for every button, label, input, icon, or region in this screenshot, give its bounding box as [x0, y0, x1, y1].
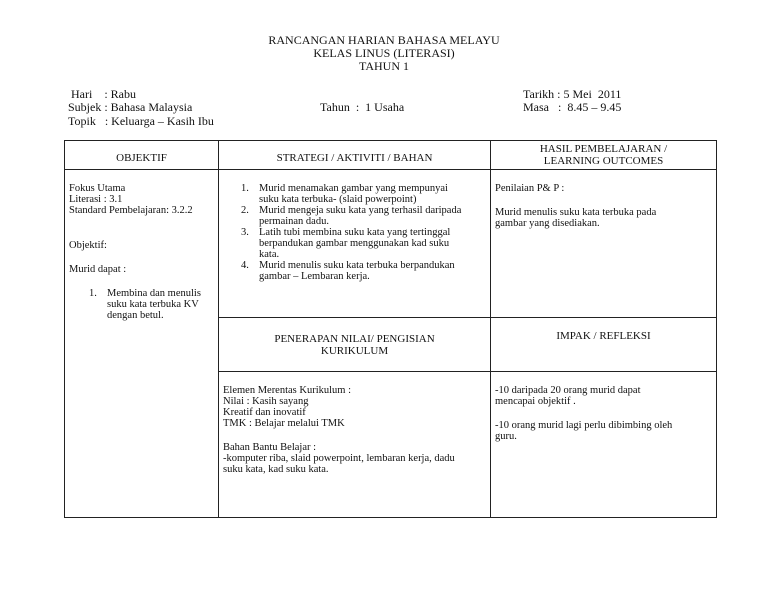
penerapan-cell: [223, 385, 485, 475]
objektif-header: [65, 141, 218, 169]
list-number: 4.: [241, 260, 249, 271]
hasil-text: Murid menulis suku kata terbuka pada: [495, 207, 657, 218]
list-text: suku kata terbuka- (slaid powerpoint): [259, 194, 417, 205]
list-text: Murid menamakan gambar yang mempunyai: [259, 183, 448, 194]
objektif-cell: [69, 183, 215, 321]
kreatif: Kreatif dan inovatif: [223, 407, 306, 418]
list-text: berpandukan gambar menggunakan kad suku: [259, 238, 450, 249]
objektif-list: [89, 288, 215, 321]
list-number: 1.: [89, 288, 97, 299]
impak-text: mencapai objektif .: [495, 396, 576, 407]
list-item: [241, 227, 487, 260]
strategi-list: [241, 183, 487, 282]
list-text: kata.: [259, 249, 280, 260]
list-item: [241, 183, 487, 205]
list-text: Murid menulis suku kata terbuka berpandukan: [259, 260, 455, 271]
list-number: 1.: [241, 183, 249, 194]
standard-pembelajaran: Standard Pembelajaran: 3.2.2: [69, 205, 193, 216]
document-year: TAHUN 1: [358, 59, 410, 73]
header-masa: Masa : 8.45 – 9.45: [523, 100, 622, 114]
list-number: 3.: [241, 227, 249, 238]
strategi-cell: [241, 183, 487, 282]
impak-text: guru.: [495, 431, 517, 442]
nilai: Nilai : Kasih sayang: [223, 396, 309, 407]
list-text: Latih tubi membina suku kata yang tertinggal: [259, 227, 451, 238]
strategi-header-label: STRATEGI / AKTIVITI / BAHAN: [276, 152, 433, 164]
header-topik: Topik : Keluarga – Kasih Ibu: [68, 114, 214, 128]
impak-header-label: IMPAK / REFLEKSI: [556, 330, 651, 342]
bahan-bantu-label: Bahan Bantu Belajar :: [223, 442, 317, 453]
penerapan-header-line2: KURIKULUM: [320, 344, 389, 357]
header-hari: Hari : Rabu: [68, 87, 136, 101]
list-text: dengan betul.: [107, 310, 164, 321]
impak-cell: [495, 385, 713, 442]
lesson-plan-table: [64, 140, 717, 518]
list-item: [241, 205, 487, 227]
penilaian-label: Penilaian P& P :: [495, 183, 565, 194]
list-text: suku kata terbuka KV: [107, 299, 199, 310]
hasil-header-line2: LEARNING OUTCOMES: [543, 155, 664, 167]
bahan-text: -komputer riba, slaid powerpoint, lembaran kerja, dadu: [223, 453, 455, 464]
list-text: gambar – Lembaran kerja.: [259, 271, 370, 282]
table-divider: [65, 169, 716, 170]
bahan-text: suku kata, kad suku kata.: [223, 464, 329, 475]
table-divider: [219, 371, 716, 372]
document-title: RANCANGAN HARIAN BAHASA MELAYU: [268, 33, 500, 47]
impak-text: -10 orang murid lagi perlu dibimbing oleh: [495, 420, 673, 431]
literasi: Literasi : 3.1: [69, 194, 123, 205]
list-item: [89, 288, 215, 321]
hasil-header-line1: HASIL PEMBELAJARAN /: [539, 143, 668, 155]
header-subjek: Subjek : Bahasa Malaysia: [68, 100, 193, 114]
hasil-text: gambar yang disediakan.: [495, 218, 600, 229]
murid-dapat: Murid dapat :: [69, 264, 127, 275]
impak-header: [491, 318, 716, 354]
list-text: Membina dan menulis: [107, 288, 201, 299]
header-tarikh: Tarikh : 5 Mei 2011: [523, 87, 622, 101]
hasil-cell: [495, 183, 713, 229]
document-subtitle: KELAS LINUS (LITERASI): [313, 46, 455, 60]
elemen-merentas: Elemen Merentas Kurikulum :: [223, 385, 352, 396]
fokus-utama: Fokus Utama: [69, 183, 126, 194]
penerapan-header: [219, 318, 490, 371]
header-tahun: Tahun : 1 Usaha: [320, 100, 405, 114]
list-number: 2.: [241, 205, 249, 216]
objektif-header-label: OBJEKTIF: [116, 152, 167, 164]
list-item: [241, 260, 487, 282]
objektif-label: Objektif:: [69, 240, 107, 251]
impak-text: -10 daripada 20 orang murid dapat: [495, 385, 641, 396]
strategi-header: [219, 141, 490, 169]
list-text: Murid mengeja suku kata yang terhasil daripada: [259, 205, 462, 216]
list-text: permainan dadu.: [259, 216, 329, 227]
hasil-header: [491, 141, 716, 169]
tmk: TMK : Belajar melalui TMK: [223, 418, 345, 429]
penerapan-header-line1: PENERAPAN NILAI/ PENGISIAN: [274, 332, 435, 345]
